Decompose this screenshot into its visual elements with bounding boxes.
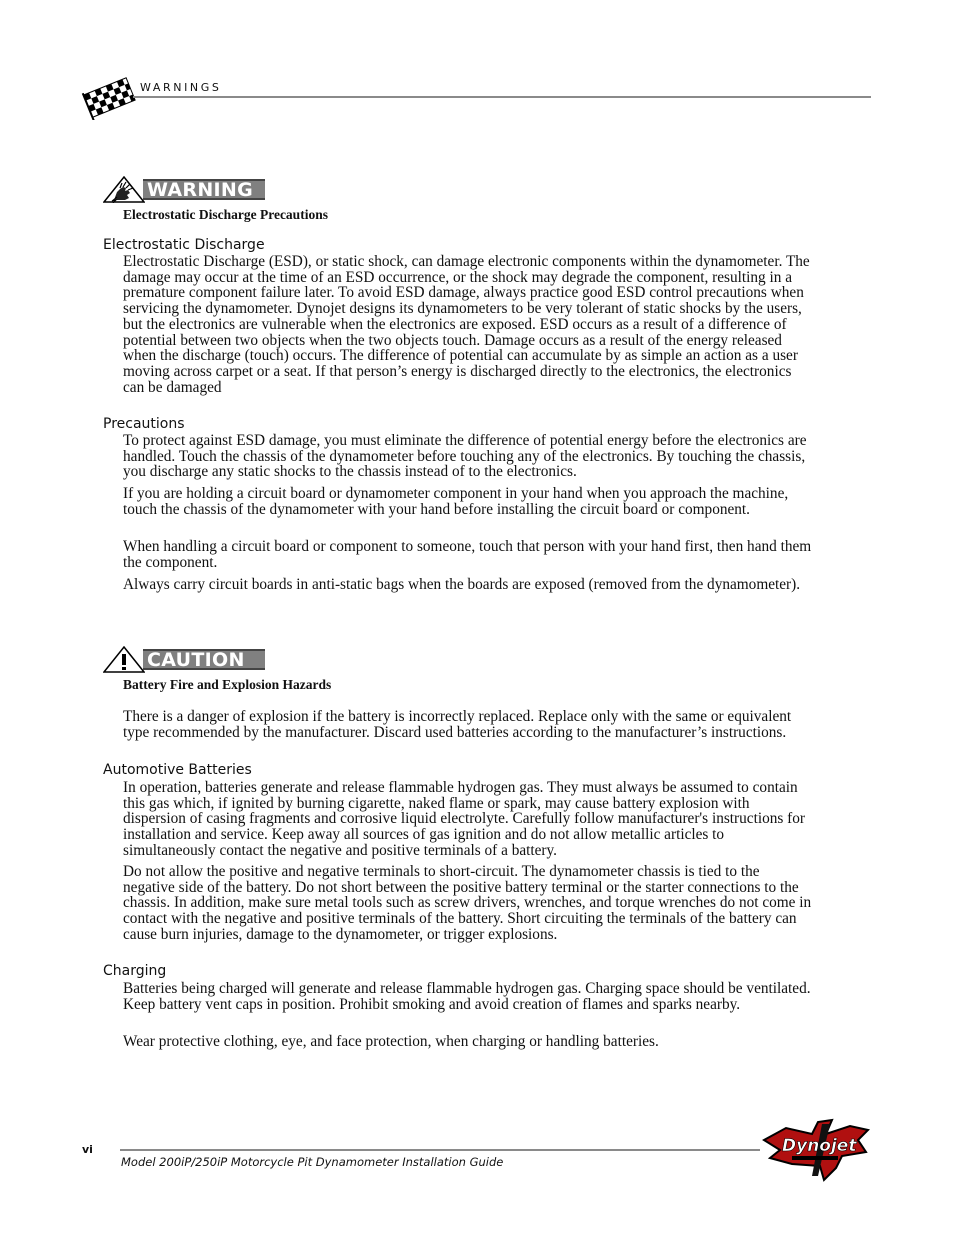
dynojet-logo xyxy=(762,1118,870,1182)
warning-banner xyxy=(103,176,266,203)
caution-label: CAUTION xyxy=(147,649,245,671)
logo-text: Dynojet xyxy=(782,1136,857,1156)
page-number: vi xyxy=(82,1143,93,1156)
paragraph: In operation, batteries generate and release flammable hydrogen gas. They must always be assumed to contain this gas which, if ignited by burning cigarette, naked flame or spark, may cause battery explosion with dispersion of casing fragments and corrosive liquid electrolyte. Carefully follow manufacturer's instructions for installation and service. Keep away all sources of gas ignition and do not allow metallic articles to simultaneously contact the negative and positive terminals of a battery. xyxy=(123,779,805,859)
document-title: Model 200iP/250iP Motorcycle Pit Dynamometer Installation Guide xyxy=(121,1155,504,1169)
section-label-esd: Electrostatic Discharge xyxy=(103,237,265,253)
paragraph: If you are holding a circuit board or dynamometer component in your hand when you approach the machine, touch the chassis of the dynamometer with your hand before installing the circuit board or component. xyxy=(123,485,789,518)
paragraph: Wear protective clothing, eye, and face protection, when charging or handling batteries. xyxy=(123,1033,659,1050)
caution-intro: There is a danger of explosion if the battery is incorrectly replaced. Replace only with the same or equivalent type recommended by the manufacturer. Discard used batteries according to the manufacturer’s instructions. xyxy=(123,708,792,741)
section-label-precautions: Precautions xyxy=(103,416,185,432)
section-label-charging: Charging xyxy=(103,963,167,979)
paragraph: To protect against ESD damage, you must eliminate the difference of potential energy before the electronics are handled. Touch the chassis of the dynamometer before touching any of the electronics. By touching the chassis, you discharge any static shocks to the chassis instead of to the electronics. xyxy=(123,432,807,481)
caution-subheading: Battery Fire and Explosion Hazards xyxy=(123,677,332,692)
checkered-flag-icon xyxy=(80,74,136,120)
paragraph: When handling a circuit board or component to someone, touch that person with your hand first, then hand them the component. xyxy=(123,538,812,571)
paragraph: Always carry circuit boards in anti-static bags when the boards are exposed (removed from the dynamometer). xyxy=(123,576,801,593)
exclamation-triangle-icon xyxy=(103,646,145,673)
caution-banner xyxy=(103,646,266,673)
paragraph: Do not allow the positive and negative terminals to short-circuit. The dynamometer chassis is tied to the negative side of the battery. Do not short between the positive battery terminal or the starter connections to the chassis. In addition, make sure metal tools such as screw drivers, wrenches, and torque wrenches do not come in contact with the negative and positive terminals of the battery. Short circuiting the terminals of the battery can cause burn injuries, damage to the dynamometer, or trigger explosions. xyxy=(123,863,812,943)
header-rule xyxy=(133,96,871,98)
warning-label: WARNING xyxy=(147,179,254,201)
esd-hand-icon xyxy=(103,176,145,203)
warning-subheading: Electrostatic Discharge Precautions xyxy=(123,207,328,222)
paragraph: Electrostatic Discharge (ESD), or static shock, can damage electronic components within the dynamometer. The damage may occur at the time of an ESD occurrence, or the shock may degrade the component, resulting in a premature component failure later. To avoid ESD damage, always practice good ESD control precautions when servicing the dynamometer. Dynojet designs its dynamometers to be very tolerant of static shocks by the users, but the electronics are vulnerable when the electronics are exposed. ESD occurs as a result of a difference of potential between two objects when the two objects touch. Damage occurs as a result of the energy released when the discharge (touch) occurs. The difference of potential can accumulate by as simple an action as a user moving across carpet or a seat. If that person’s energy is discharged directly to the electronics, the electronics can be damaged xyxy=(123,253,810,396)
paragraph: Batteries being charged will generate and release flammable hydrogen gas. Charging space should be ventilated. Keep battery vent caps in position. Prohibit smoking and avoid creation of flames and sparks nearby. xyxy=(123,980,811,1013)
section-title: WARNINGS xyxy=(140,81,222,94)
footer-rule xyxy=(120,1149,760,1151)
section-label-automotive-batteries: Automotive Batteries xyxy=(103,762,252,778)
